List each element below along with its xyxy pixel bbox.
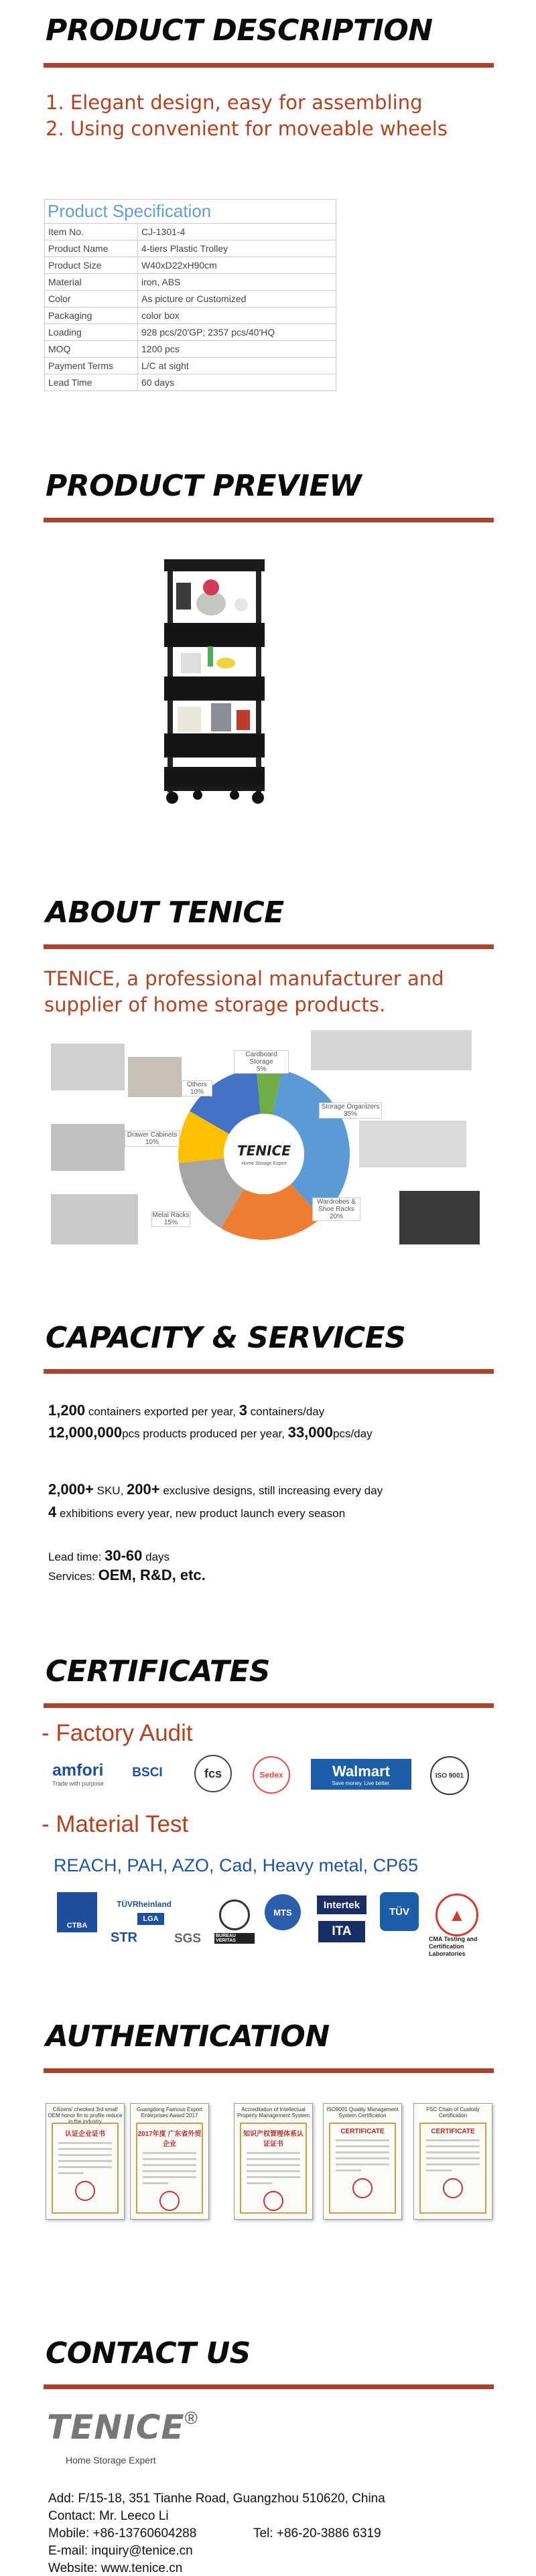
certificate-document bbox=[130, 2103, 209, 2220]
section-divider bbox=[44, 2384, 494, 2389]
spec-table-title: Product Specification bbox=[44, 199, 336, 223]
certificate-seal-icon bbox=[159, 2191, 180, 2211]
contact-address: Add: F/15-18, 351 Tianhe Road, Guangzhou 510620, China bbox=[48, 2492, 385, 2506]
spec-row bbox=[45, 358, 336, 374]
cma-label: CMA Testing and Certification Laboratories bbox=[429, 1936, 478, 1957]
fcs-logo: fcs bbox=[194, 1755, 232, 1792]
label-others: Others 10% bbox=[182, 1080, 212, 1096]
storage-organizer-image bbox=[359, 1121, 466, 1167]
certificate-heading: CERTIFICATE bbox=[340, 2128, 385, 2135]
certificate-heading: CERTIFICATE bbox=[431, 2128, 475, 2135]
spec-value: CJ-1301-4 bbox=[138, 224, 336, 240]
certificate-caption: FSC Chain of Custody Certification bbox=[426, 2106, 480, 2119]
capacity-line-2: 12,000,000pcs products produced per year, 33,000pcs/day bbox=[48, 1424, 373, 1441]
certificate-document bbox=[234, 2103, 313, 2220]
amfori-logo: amfori Trade with purpose bbox=[52, 1760, 104, 1787]
drawer-cabinet-image bbox=[51, 1124, 125, 1171]
section-title-about: ABOUT TENICE bbox=[46, 896, 284, 930]
spec-row bbox=[45, 240, 336, 257]
certificate-heading: 认证企业证书 bbox=[65, 2131, 105, 2138]
chart-center-logo-sub: Home Storage Expert bbox=[241, 1161, 287, 1166]
bureau-veritas-logo: BUREAU VERITAS bbox=[214, 1895, 255, 1948]
spec-value: 4-tiers Plastic Trolley bbox=[138, 240, 336, 257]
spec-row bbox=[45, 224, 336, 240]
label-metal-racks: Metal Racks 15% bbox=[152, 1212, 190, 1226]
section-divider bbox=[44, 1369, 494, 1374]
spec-key: MOQ bbox=[45, 341, 138, 358]
mts-logo: MTS bbox=[265, 1894, 301, 1930]
spec-value: color box bbox=[138, 307, 336, 324]
certificate-document bbox=[46, 2103, 125, 2220]
spec-table bbox=[44, 199, 336, 391]
sgs-logo: SGS bbox=[174, 1932, 202, 1946]
section-title-preview: PRODUCT PREVIEW bbox=[46, 469, 362, 503]
spec-key: Material bbox=[45, 274, 138, 291]
section-title-capacity: CAPACITY & SERVICES bbox=[46, 1321, 406, 1355]
spec-value: 928 pcs/20'GP; 2357 pcs/40'HQ bbox=[138, 324, 336, 341]
material-test-heading: - Material Test bbox=[42, 1811, 189, 1837]
section-divider bbox=[44, 63, 494, 68]
spec-key: Product Name bbox=[45, 240, 138, 257]
about-text-line-2: supplier of home storage products. bbox=[44, 993, 386, 1016]
product-category-chart bbox=[44, 1030, 493, 1251]
label-storage-organizers: Storage Organizers 35% bbox=[319, 1102, 382, 1119]
cma-logo: ▲ bbox=[436, 1893, 478, 1936]
product-trolley-image bbox=[144, 546, 278, 827]
factory-audit-heading: - Factory Audit bbox=[42, 1720, 193, 1746]
label-drawer-cabinets: Drawer Cabinets 10% bbox=[125, 1131, 180, 1147]
certificate-body bbox=[329, 2123, 396, 2214]
material-tests-list: REACH, PAH, AZO, Cad, Heavy metal, CP65 bbox=[54, 1855, 419, 1875]
certificate-document bbox=[413, 2103, 492, 2220]
description-point-2: 2. Using convenient for moveable wheels bbox=[46, 117, 448, 140]
section-title-description: PRODUCT DESCRIPTION bbox=[46, 13, 433, 48]
section-divider bbox=[44, 1703, 494, 1708]
lga-logo: LGA bbox=[137, 1913, 164, 1925]
certificate-seal-icon bbox=[352, 2178, 373, 2198]
certificate-caption: ISO9001 Quality Management System Certification bbox=[326, 2106, 399, 2119]
certificate-body bbox=[136, 2123, 203, 2214]
section-divider bbox=[44, 944, 494, 949]
spec-key: Payment Terms bbox=[45, 358, 138, 374]
certificate-caption: Accreditation of Intellectual Property Management System bbox=[237, 2106, 310, 2119]
section-divider bbox=[44, 518, 494, 522]
certificate-heading: 2017年度 广东省外贸企业 bbox=[137, 2131, 202, 2148]
certificate-document bbox=[323, 2103, 402, 2220]
tenice-logo-subtitle: Home Storage Expert bbox=[66, 2455, 156, 2465]
str-logo: STR bbox=[111, 1930, 137, 1945]
certificate-body bbox=[419, 2123, 486, 2214]
tuv-sud-logo: TÜV bbox=[380, 1892, 419, 1931]
spec-row bbox=[45, 374, 336, 391]
ctba-logo: CTBA bbox=[57, 1892, 97, 1932]
intertek-logo: Intertek bbox=[317, 1895, 366, 1914]
section-title-contact: CONTACT US bbox=[46, 2336, 251, 2370]
others-products-image bbox=[51, 1044, 125, 1090]
chart-center-logo: TENICE bbox=[237, 1143, 291, 1159]
metal-rack-image bbox=[51, 1194, 138, 1244]
capacity-line-3: 2,000+ SKU, 200+ exclusive designs, still increasing every day bbox=[48, 1481, 383, 1498]
spec-key: Packaging bbox=[45, 307, 138, 324]
spec-key: Lead Time bbox=[45, 374, 138, 391]
iso-logo: ISO 9001 bbox=[430, 1756, 469, 1795]
spec-row bbox=[45, 307, 336, 324]
capacity-services: Services: OEM, R&D, etc. bbox=[48, 1567, 206, 1583]
tuv-rheinland-logo: TÜVRheinland bbox=[116, 1900, 172, 1909]
section-title-authentication: AUTHENTICATION bbox=[46, 2019, 330, 2054]
contact-tel: Tel: +86-20-3886 6319 bbox=[253, 2526, 381, 2541]
spec-value: 60 days bbox=[138, 374, 336, 391]
spec-row bbox=[45, 274, 336, 291]
spec-value: iron, ABS bbox=[138, 274, 336, 291]
spec-value: As picture or Customized bbox=[138, 291, 336, 307]
spec-key: Item No. bbox=[45, 224, 138, 240]
certificate-caption: Citizens' checked 3rd small OEM honor fin to profile reduce in the industry bbox=[48, 2106, 123, 2125]
sedex-logo: Sedex bbox=[253, 1756, 290, 1794]
about-text-line-1: TENICE, a professional manufacturer and bbox=[44, 967, 444, 990]
spec-key: Loading bbox=[45, 324, 138, 341]
spec-key: Color bbox=[45, 291, 138, 307]
wardrobe-image bbox=[399, 1191, 480, 1244]
certificate-body bbox=[52, 2123, 119, 2214]
capacity-lead-time: Lead time: 30-60 days bbox=[48, 1547, 170, 1564]
spec-row bbox=[45, 291, 336, 307]
description-point-1: 1. Elegant design, easy for assembling bbox=[46, 91, 423, 114]
section-title-certificates: CERTIFICATES bbox=[46, 1654, 270, 1689]
certificate-seal-icon bbox=[75, 2181, 95, 2201]
label-cardboard: Cardboard Storage 5% bbox=[234, 1050, 289, 1074]
section-divider bbox=[44, 2068, 494, 2073]
spec-row bbox=[45, 341, 336, 358]
ita-logo: ITA bbox=[318, 1921, 365, 1942]
walmart-logo: Walmart Save money. Live better. bbox=[311, 1759, 411, 1790]
capacity-line-1: 1,200 containers exported per year, 3 containers/day bbox=[48, 1402, 325, 1419]
certificate-heading: 知识产权管理体系认证证书 bbox=[243, 2131, 304, 2148]
spec-value: L/C at sight bbox=[138, 358, 336, 374]
bsci-logo: BSCI bbox=[132, 1766, 163, 1780]
label-wardrobes: Wardrobes & Shoe Racks 20% bbox=[312, 1198, 360, 1221]
capacity-line-4: 4 exhibitions every year, new product launch every season bbox=[48, 1504, 346, 1520]
tenice-logo: TENICE® bbox=[47, 2408, 198, 2447]
spec-row bbox=[45, 257, 336, 274]
certificate-seal-icon bbox=[263, 2191, 283, 2211]
contact-website[interactable]: Website: www.tenice.cn bbox=[48, 2561, 183, 2575]
spec-key: Product Size bbox=[45, 257, 138, 274]
certificate-body bbox=[240, 2123, 307, 2214]
spec-row bbox=[45, 324, 336, 341]
contact-mobile: Mobile: +86-13760604288 bbox=[48, 2526, 197, 2541]
contact-email[interactable]: E-mail: inquiry@tenice.cn bbox=[48, 2544, 193, 2558]
contact-person: Contact: Mr. Leeco Li bbox=[48, 2509, 169, 2523]
certificate-seal-icon bbox=[443, 2178, 463, 2198]
spec-value: W40xD22xH90cm bbox=[138, 257, 336, 274]
certificate-caption: Guangdong Famous Export Enterprises Award 2017 bbox=[136, 2106, 203, 2119]
spec-value: 1200 pcs bbox=[138, 341, 336, 358]
